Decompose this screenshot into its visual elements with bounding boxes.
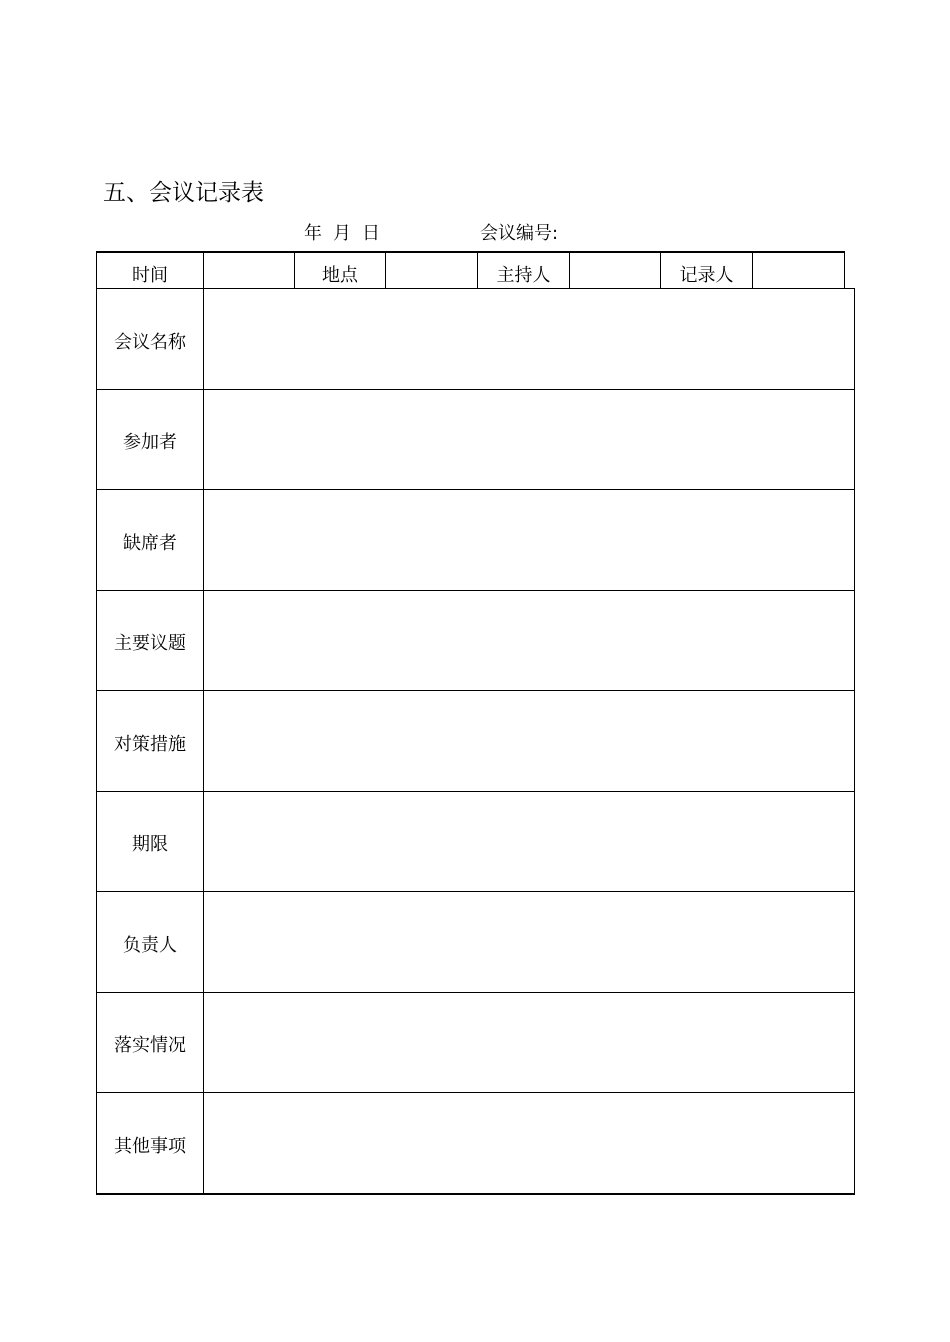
- responsible-person-field[interactable]: [204, 892, 854, 992]
- main-topics-field[interactable]: [204, 591, 854, 691]
- absentees-field[interactable]: [204, 490, 854, 590]
- time-label: 时间: [97, 253, 204, 288]
- row-label-countermeasures: 对策措施: [97, 691, 204, 791]
- table-row: [97, 288, 854, 389]
- table-row: [97, 1092, 854, 1193]
- page-title: 五、会议记录表: [103, 180, 264, 206]
- row-label-attendees: 参加者: [97, 390, 204, 490]
- meeting-name-field[interactable]: [204, 289, 854, 389]
- meeting-number-label: 会议编号:: [480, 223, 559, 244]
- attendees-field[interactable]: [204, 390, 854, 490]
- countermeasures-field[interactable]: [204, 691, 854, 791]
- meeting-record-table: [96, 288, 855, 1195]
- implementation-status-field[interactable]: [204, 993, 854, 1093]
- table-row: [97, 590, 854, 691]
- row-label-other-matters: 其他事项: [97, 1093, 204, 1193]
- row-label-responsible-person: 负责人: [97, 892, 204, 992]
- table-row: [97, 992, 854, 1093]
- row-label-deadline: 期限: [97, 792, 204, 892]
- time-value-field[interactable]: [204, 253, 295, 288]
- host-value-field[interactable]: [570, 253, 661, 288]
- deadline-field[interactable]: [204, 792, 854, 892]
- location-value-field[interactable]: [386, 253, 478, 288]
- table-row: [97, 389, 854, 490]
- table-row: [97, 690, 854, 791]
- year-label: 年: [304, 223, 322, 244]
- other-matters-field[interactable]: [204, 1093, 854, 1193]
- row-label-absentees: 缺席者: [97, 490, 204, 590]
- header-row: [96, 251, 845, 288]
- table-row: [97, 791, 854, 892]
- row-label-main-topics: 主要议题: [97, 591, 204, 691]
- table-row: [97, 891, 854, 992]
- location-label: 地点: [295, 253, 386, 288]
- row-label-meeting-name: 会议名称: [97, 289, 204, 389]
- recorder-label: 记录人: [661, 253, 753, 288]
- host-label: 主持人: [478, 253, 570, 288]
- row-label-implementation-status: 落实情况: [97, 993, 204, 1093]
- recorder-value-field[interactable]: [753, 253, 843, 288]
- table-row: [97, 489, 854, 590]
- month-label: 月: [333, 223, 351, 244]
- day-label: 日: [362, 223, 380, 244]
